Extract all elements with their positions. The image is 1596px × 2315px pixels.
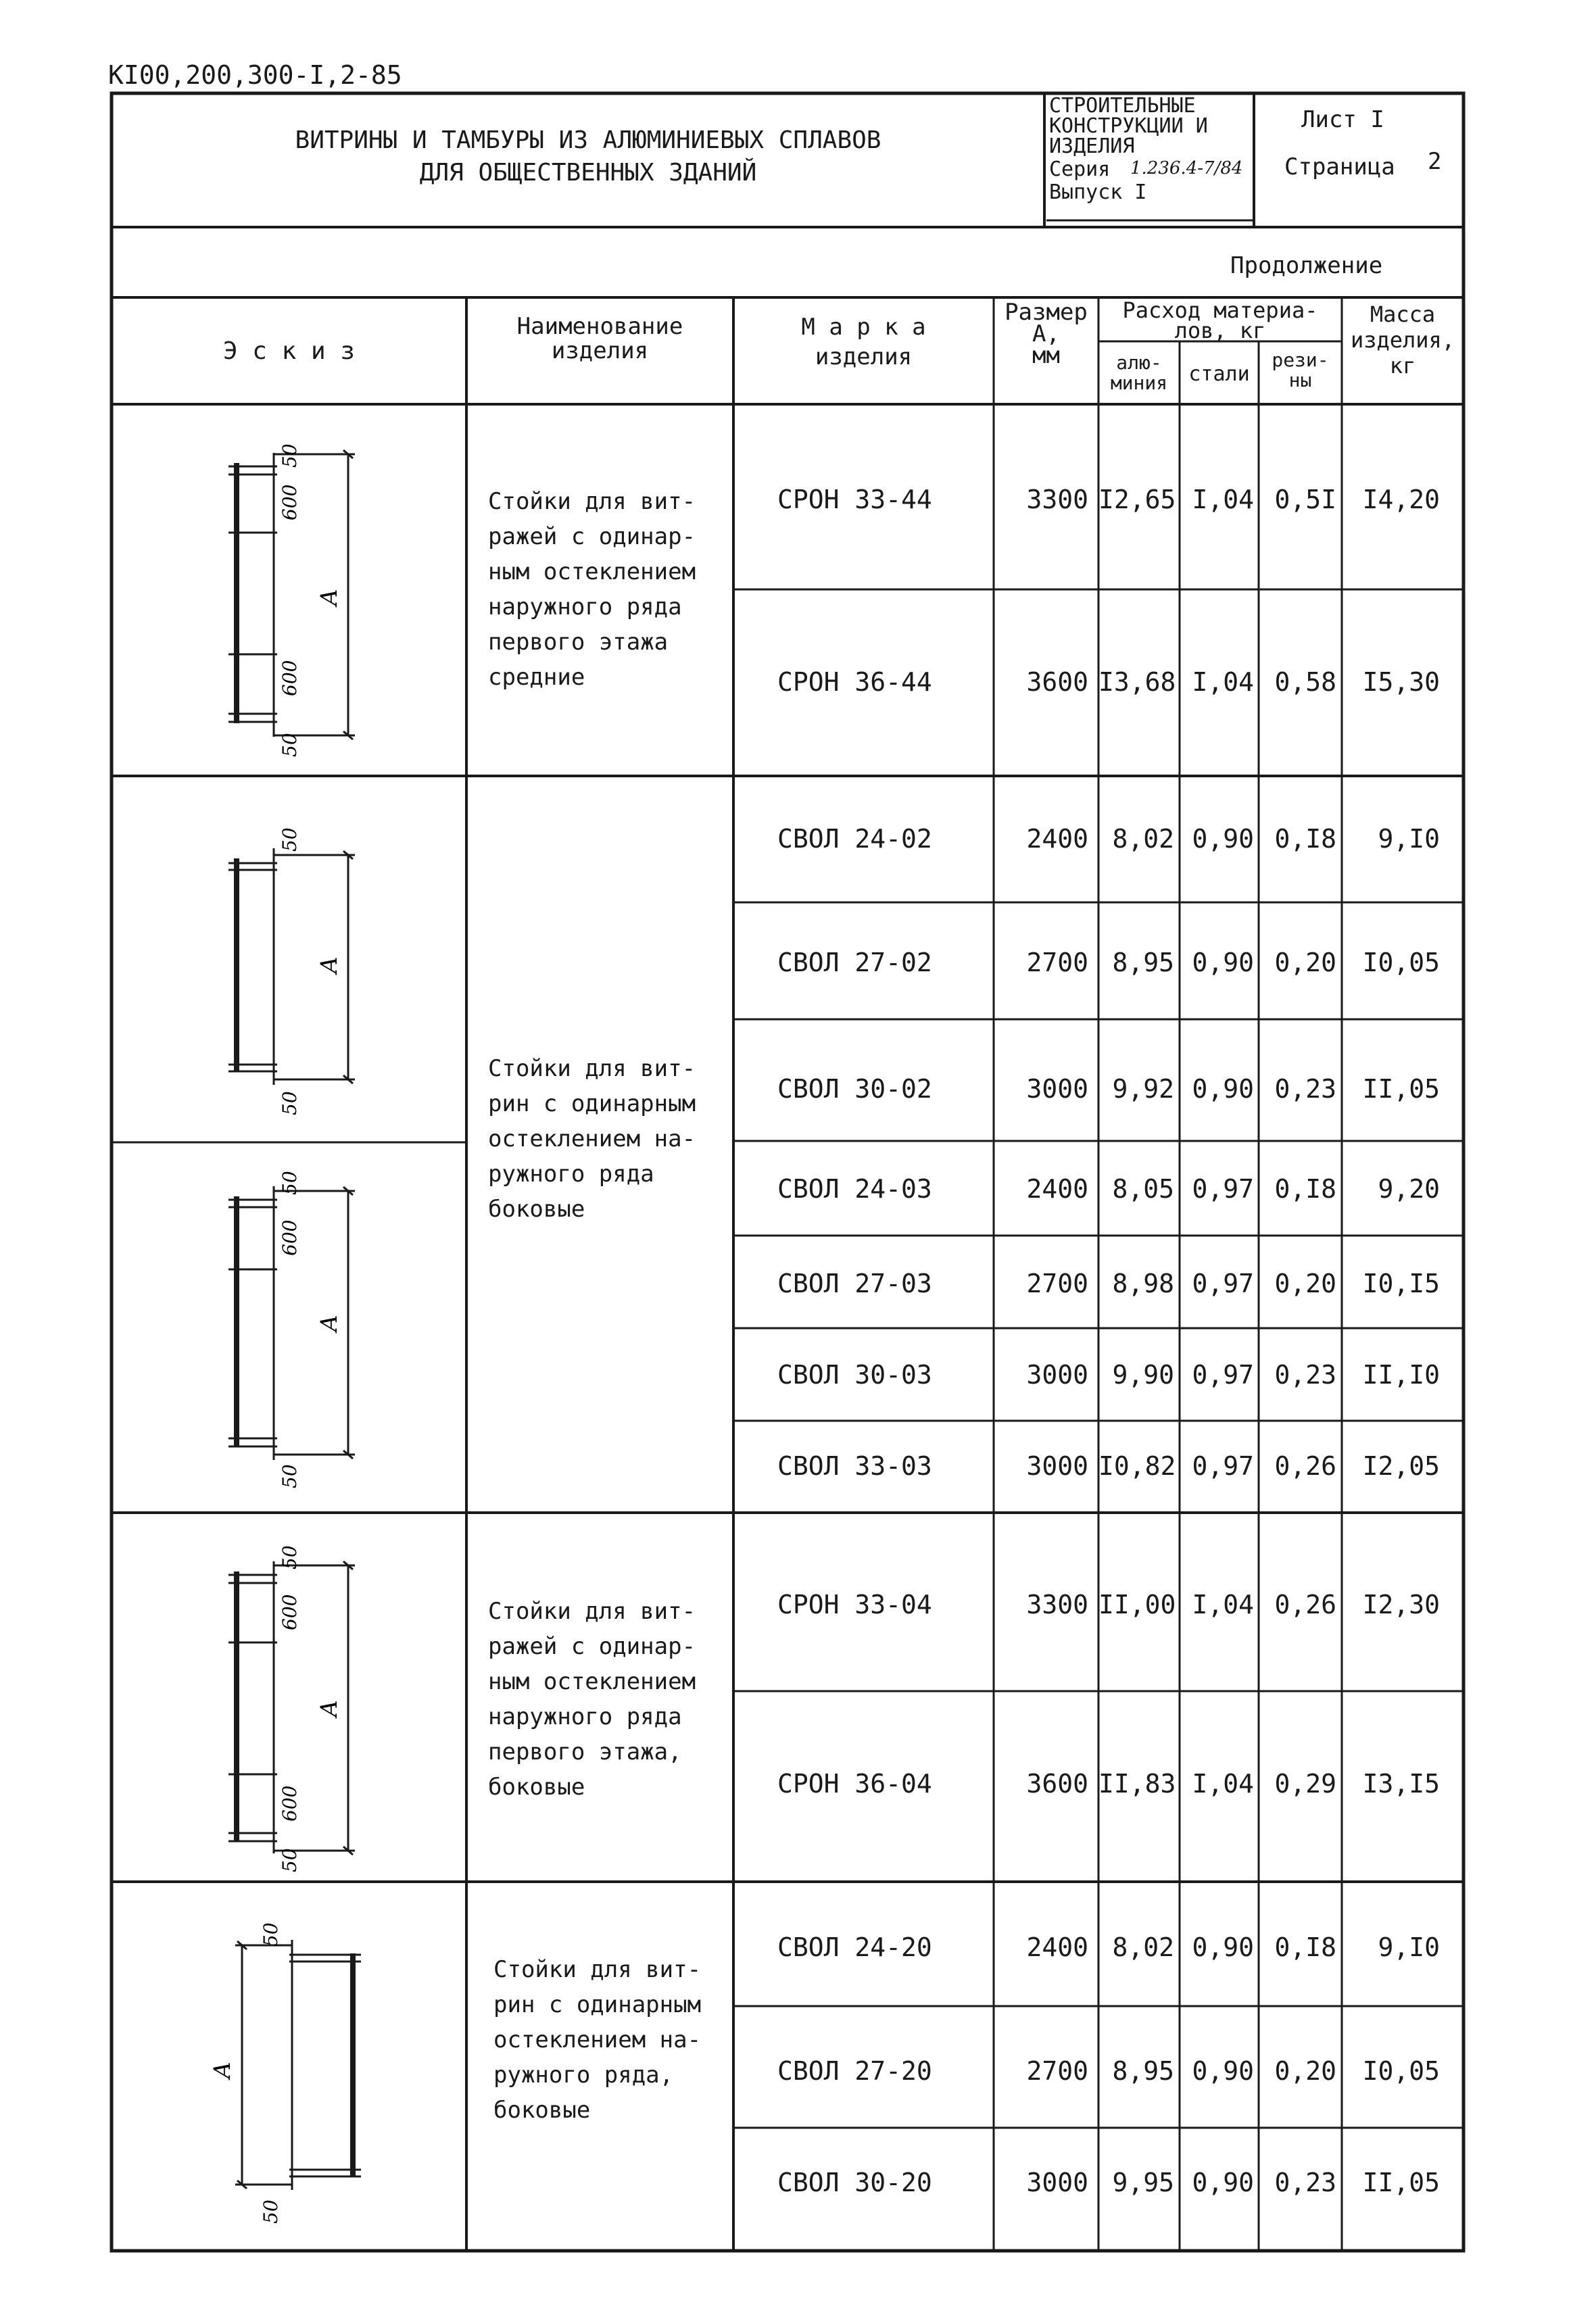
dim-600-label: 600 bbox=[279, 1219, 301, 1256]
row-mass: I4,20 bbox=[1362, 485, 1440, 514]
row-steel: 0,90 bbox=[1192, 824, 1254, 854]
row-steel: I,04 bbox=[1192, 1590, 1254, 1619]
sketch-mullion-side-600 bbox=[135, 1149, 446, 1507]
dim-50-label: 50 bbox=[279, 827, 301, 852]
title-line-2: ДЛЯ ОБЩЕСТВЕННЫХ ЗДАНИЙ bbox=[419, 159, 757, 187]
header-mass: Масса изделия, кг bbox=[1350, 301, 1455, 379]
row-steel: 0,90 bbox=[1192, 1932, 1254, 1962]
row-size: 3300 bbox=[1026, 1590, 1088, 1619]
row-mass: II,05 bbox=[1362, 1074, 1440, 1104]
header-size: Размер А, мм bbox=[1005, 299, 1088, 369]
row-steel: 0,97 bbox=[1192, 1174, 1254, 1204]
sketch-mullion-side-simple bbox=[135, 787, 446, 1139]
row-mark: СРОН 36-04 bbox=[777, 1769, 932, 1799]
sketch-mullion-side-two-600 bbox=[135, 1521, 446, 1879]
dim-a-label: A bbox=[316, 1315, 343, 1332]
row-size: 2700 bbox=[1026, 948, 1088, 977]
row-mark: СРОН 36-44 bbox=[777, 667, 932, 697]
row-rubber: 0,20 bbox=[1274, 948, 1336, 977]
row-rubber: 0,20 bbox=[1274, 1269, 1336, 1298]
dim-50-label: 50 bbox=[279, 733, 301, 757]
continuation-label: Продолжение bbox=[1230, 252, 1383, 279]
row-aluminium: 8,02 bbox=[1112, 824, 1174, 854]
row-rubber: 0,23 bbox=[1274, 1074, 1336, 1104]
series-label: Серия bbox=[1049, 157, 1111, 181]
header-aluminium: алю- миния bbox=[1110, 351, 1168, 394]
category-line-2: КОНСТРУКЦИИ И bbox=[1049, 114, 1208, 138]
row-mark: СВОЛ 24-20 bbox=[777, 1932, 932, 1962]
row-size: 3000 bbox=[1026, 1451, 1088, 1481]
category-line-1: СТРОИТЕЛЬНЫЕ bbox=[1049, 94, 1196, 118]
header-steel: стали bbox=[1188, 362, 1250, 386]
row-mark: СВОЛ 27-02 bbox=[777, 948, 932, 977]
dim-a-label: A bbox=[316, 956, 343, 973]
row-mass: II,05 bbox=[1362, 2168, 1440, 2197]
header-consumption: Расход материа- лов, кг bbox=[1122, 297, 1318, 343]
row-size: 3600 bbox=[1026, 1769, 1088, 1799]
row-steel: 0,97 bbox=[1192, 1360, 1254, 1390]
group-3-description: Стойки для вит- ражей с одинар- ным остеклением наружного ряда первого этажа, боковые bbox=[488, 1598, 696, 1801]
row-aluminium: I0,82 bbox=[1098, 1451, 1176, 1481]
row-mark: СВОЛ 24-02 bbox=[777, 824, 932, 854]
row-steel: 0,90 bbox=[1192, 948, 1254, 977]
dim-50-label: 50 bbox=[279, 1171, 301, 1195]
row-mass: 9,20 bbox=[1378, 1174, 1440, 1204]
title-line-1: ВИТРИНЫ И ТАМБУРЫ ИЗ АЛЮМИНИЕВЫХ СПЛАВОВ bbox=[295, 126, 881, 154]
document-code: KI00,200,300-I,2-85 bbox=[108, 60, 402, 90]
row-aluminium: 8,02 bbox=[1112, 1932, 1174, 1962]
row-steel: I,04 bbox=[1192, 1769, 1254, 1799]
row-size: 3000 bbox=[1026, 2168, 1088, 2197]
row-size: 3000 bbox=[1026, 1074, 1088, 1104]
dim-50-label: 50 bbox=[279, 1464, 301, 1488]
row-rubber: 0,I8 bbox=[1274, 824, 1336, 854]
header-rubber: рези- ны bbox=[1272, 349, 1329, 391]
sketch-mullion-middle bbox=[135, 412, 446, 771]
dim-50-label: 50 bbox=[279, 1091, 301, 1115]
row-rubber: 0,5I bbox=[1274, 485, 1336, 514]
row-mark: СВОЛ 30-03 bbox=[777, 1360, 932, 1390]
row-steel: 0,97 bbox=[1192, 1269, 1254, 1298]
dim-50-label: 50 bbox=[260, 2199, 282, 2224]
row-steel: 0,90 bbox=[1192, 1074, 1254, 1104]
dim-50-label: 50 bbox=[279, 1848, 301, 1872]
row-size: 3000 bbox=[1026, 1360, 1088, 1390]
row-size: 2400 bbox=[1026, 824, 1088, 854]
row-rubber: 0,20 bbox=[1274, 2056, 1336, 2086]
row-size: 2700 bbox=[1026, 1269, 1088, 1298]
row-mass: I0,I5 bbox=[1362, 1269, 1440, 1298]
row-rubber: 0,58 bbox=[1274, 667, 1336, 697]
row-mark: СРОН 33-44 bbox=[777, 485, 932, 514]
row-mass: I0,05 bbox=[1362, 948, 1440, 977]
row-steel: 0,90 bbox=[1192, 2168, 1254, 2197]
header-sketch: Э с к и з bbox=[222, 337, 356, 365]
row-aluminium: 8,05 bbox=[1112, 1174, 1174, 1204]
row-rubber: 0,23 bbox=[1274, 1360, 1336, 1390]
dim-50-label: 50 bbox=[279, 1545, 301, 1569]
dim-a-label: A bbox=[209, 2062, 236, 2078]
row-mass: 9,I0 bbox=[1378, 1932, 1440, 1962]
row-rubber: 0,26 bbox=[1274, 1590, 1336, 1619]
row-mass: I2,05 bbox=[1362, 1451, 1440, 1481]
row-mark: СВОЛ 30-20 bbox=[777, 2168, 932, 2197]
row-mark: СВОЛ 27-20 bbox=[777, 2056, 932, 2086]
row-size: 2400 bbox=[1026, 1932, 1088, 1962]
row-aluminium: 8,95 bbox=[1112, 2056, 1174, 2086]
row-mark: СВОЛ 27-03 bbox=[777, 1269, 932, 1298]
row-rubber: 0,26 bbox=[1274, 1451, 1336, 1481]
header-name: Наименование изделия bbox=[516, 313, 683, 364]
sketch-mullion-side-mirrored bbox=[135, 1893, 446, 2244]
dim-50-label: 50 bbox=[260, 1922, 282, 1947]
row-size: 2700 bbox=[1026, 2056, 1088, 2086]
category-line-3: ИЗДЕЛИЯ bbox=[1049, 135, 1135, 158]
row-mass: I3,I5 bbox=[1362, 1769, 1440, 1799]
row-aluminium: II,83 bbox=[1098, 1769, 1176, 1799]
sheet-number: Лист I bbox=[1301, 106, 1384, 133]
dim-600-label: 600 bbox=[279, 1785, 301, 1822]
issue-number: Выпуск I bbox=[1049, 180, 1147, 204]
row-mass: I0,05 bbox=[1362, 2056, 1440, 2086]
row-rubber: 0,23 bbox=[1274, 2168, 1336, 2197]
header-mark: М а р к а изделия bbox=[801, 314, 926, 370]
row-size: 3300 bbox=[1026, 485, 1088, 514]
row-mass: I2,30 bbox=[1362, 1590, 1440, 1619]
dim-50-label: 50 bbox=[279, 443, 301, 468]
dim-600-label: 600 bbox=[279, 660, 301, 696]
row-aluminium: I3,68 bbox=[1098, 667, 1176, 697]
dim-600-label: 600 bbox=[279, 484, 301, 520]
row-aluminium: I2,65 bbox=[1098, 485, 1176, 514]
row-size: 3600 bbox=[1026, 667, 1088, 697]
row-size: 2400 bbox=[1026, 1174, 1088, 1204]
row-mark: СРОН 33-04 bbox=[777, 1590, 932, 1619]
row-rubber: 0,I8 bbox=[1274, 1932, 1336, 1962]
row-aluminium: 9,92 bbox=[1112, 1074, 1174, 1104]
row-steel: 0,90 bbox=[1192, 2056, 1254, 2086]
row-mark: СВОЛ 24-03 bbox=[777, 1174, 932, 1204]
row-steel: 0,97 bbox=[1192, 1451, 1254, 1481]
row-mark: СВОЛ 33-03 bbox=[777, 1451, 932, 1481]
row-mass: I5,30 bbox=[1362, 667, 1440, 697]
row-steel: I,04 bbox=[1192, 485, 1254, 514]
row-aluminium: II,00 bbox=[1098, 1590, 1176, 1619]
group-4-description: Стойки для вит- рин с одинарным остеклением на- ружного ряда, боковые bbox=[493, 1956, 702, 2124]
row-mass: II,I0 bbox=[1362, 1360, 1440, 1390]
row-aluminium: 8,98 bbox=[1112, 1269, 1174, 1298]
dim-a-label: A bbox=[316, 589, 343, 606]
group-1-description: Стойки для вит- ражей с одинар- ным остеклением наружного ряда первого этажа средние bbox=[488, 488, 696, 691]
dim-a-label: A bbox=[316, 1700, 343, 1717]
row-steel: I,04 bbox=[1192, 667, 1254, 697]
row-aluminium: 8,95 bbox=[1112, 948, 1174, 977]
page-label: Страница bbox=[1284, 153, 1395, 180]
dim-600-label: 600 bbox=[279, 1594, 301, 1630]
row-mass: 9,I0 bbox=[1378, 824, 1440, 854]
row-mark: СВОЛ 30-02 bbox=[777, 1074, 932, 1104]
row-aluminium: 9,90 bbox=[1112, 1360, 1174, 1390]
series-value: 1.236.4-7/84 bbox=[1130, 158, 1243, 178]
row-rubber: 0,I8 bbox=[1274, 1174, 1336, 1204]
row-rubber: 0,29 bbox=[1274, 1769, 1336, 1799]
page-number: 2 bbox=[1428, 148, 1442, 175]
group-2-description: Стойки для вит- рин с одинарным остеклением на- ружного ряда боковые bbox=[488, 1055, 696, 1223]
row-aluminium: 9,95 bbox=[1112, 2168, 1174, 2197]
